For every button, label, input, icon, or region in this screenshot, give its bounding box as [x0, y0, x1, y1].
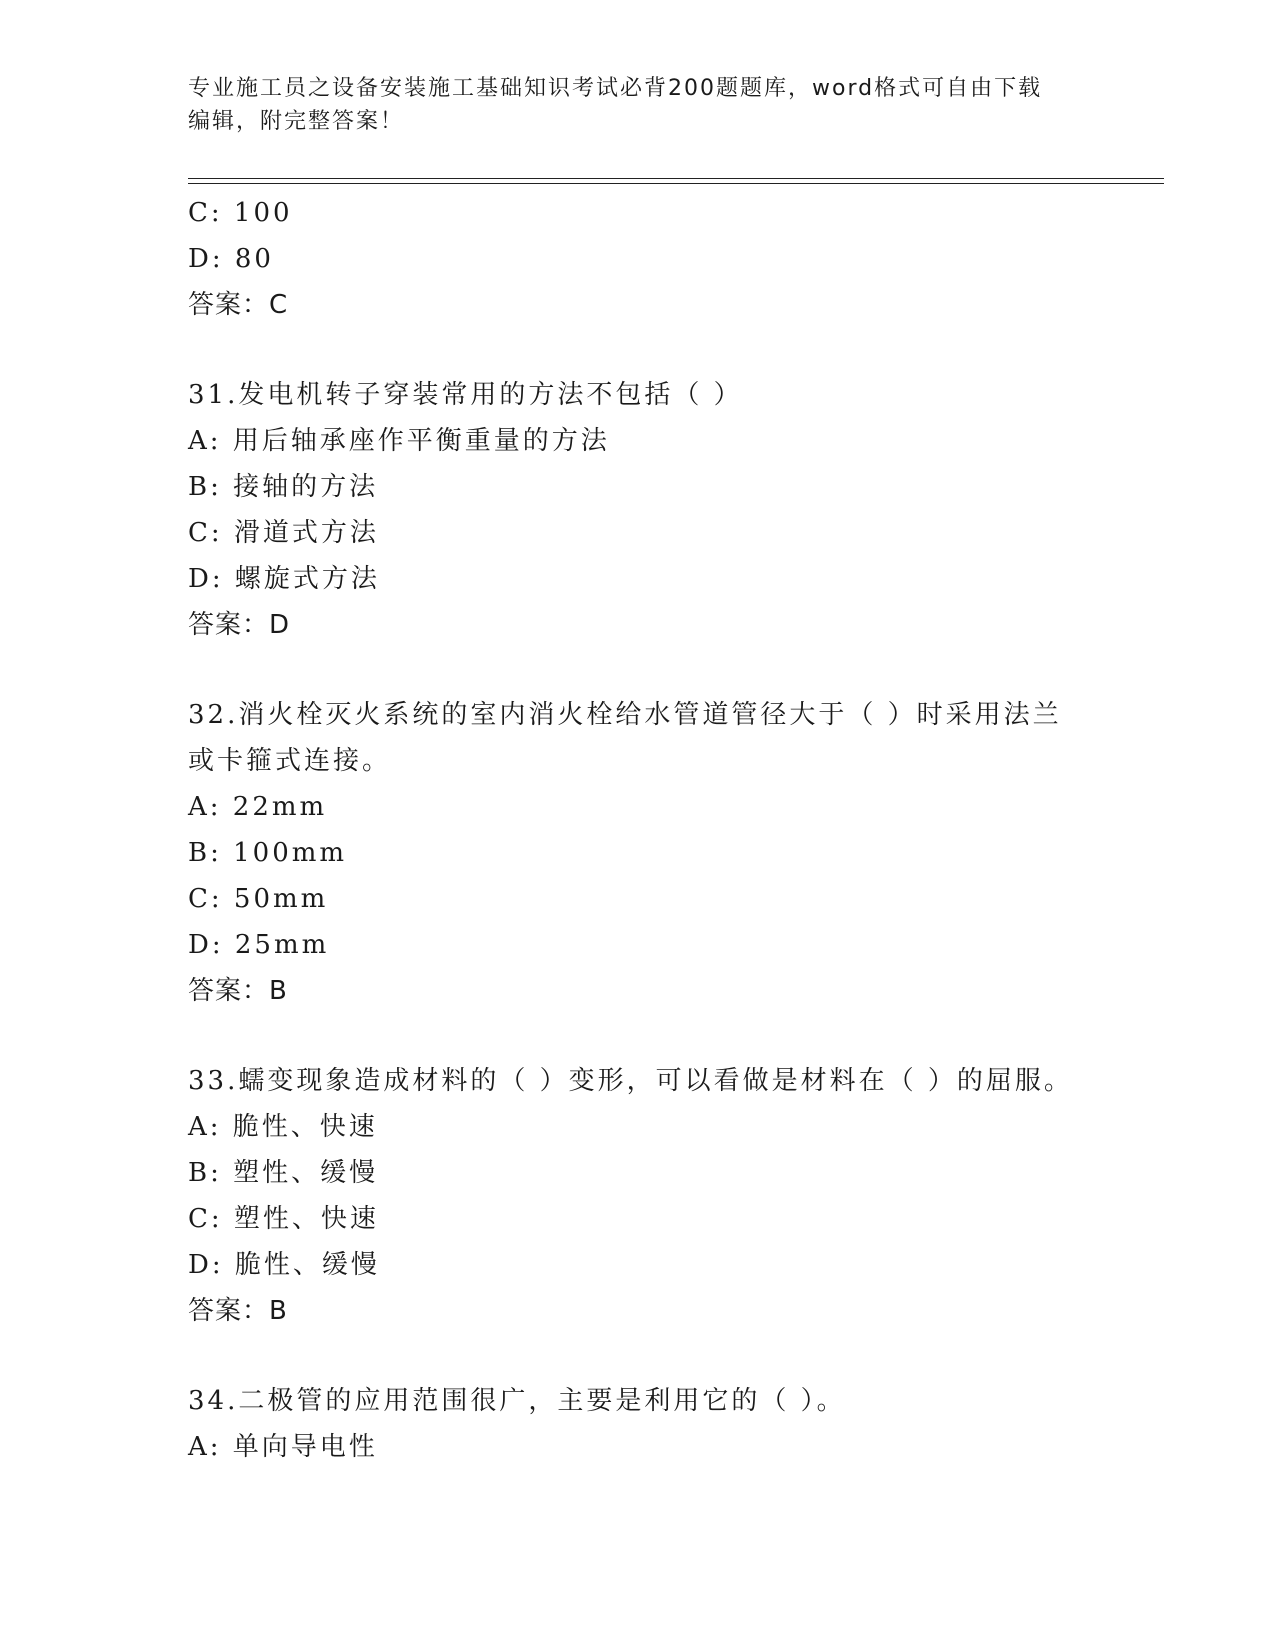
question-33	[188, 1058, 1088, 1334]
question-31	[188, 372, 1088, 648]
option-d: D: 80	[188, 244, 274, 274]
question-list	[188, 190, 1088, 1470]
question-text: 31.发电机转子穿装常用的方法不包括（ ）	[188, 380, 743, 410]
document-header	[188, 72, 1088, 138]
header-rule-top	[188, 178, 1164, 179]
option-a: A: 脆性、快速	[188, 1112, 378, 1142]
option-d: D: 脆性、缓慢	[188, 1250, 380, 1280]
question-text: 34.二极管的应用范围很广，主要是利用它的（ ）。	[188, 1386, 846, 1416]
answer-label: 答案：D	[188, 610, 291, 640]
question-34	[188, 1378, 1088, 1470]
question-text: 33.蠕变现象造成材料的（ ）变形，可以看做是材料在（ ）的屈服。	[188, 1066, 1073, 1096]
spacer	[188, 328, 1088, 372]
option-a: A: 单向导电性	[188, 1432, 378, 1462]
spacer	[188, 1014, 1088, 1058]
option-c: C: 塑性、快速	[188, 1204, 379, 1234]
option-a: A: 用后轴承座作平衡重量的方法	[188, 426, 610, 456]
spacer	[188, 1334, 1088, 1378]
header-line-2: 编辑，附完整答案！	[188, 109, 405, 134]
header-rule-bottom	[188, 183, 1164, 184]
option-c: C: 滑道式方法	[188, 518, 379, 548]
option-c: C: 100	[188, 198, 293, 228]
question-text: 32.消火栓灭火系统的室内消火栓给水管道管径大于（ ）时采用法兰	[188, 700, 1062, 730]
option-c: C: 50mm	[188, 884, 329, 914]
question-text-continued: 或卡箍式连接。	[188, 746, 392, 776]
answer-label: 答案：B	[188, 1296, 288, 1326]
spacer	[188, 648, 1088, 692]
option-d: D: 螺旋式方法	[188, 564, 380, 594]
option-b: B: 接轴的方法	[188, 472, 379, 502]
header-line-1: 专业施工员之设备安装施工基础知识考试必背200题题库，word格式可自由下载	[188, 76, 1043, 101]
option-a: A: 22mm	[188, 792, 328, 822]
continued-question	[188, 190, 1088, 328]
answer-label: 答案：C	[188, 290, 289, 320]
answer-label: 答案：B	[188, 976, 288, 1006]
option-b: B: 塑性、缓慢	[188, 1158, 379, 1188]
option-d: D: 25mm	[188, 930, 330, 960]
option-b: B: 100mm	[188, 838, 348, 868]
question-32	[188, 692, 1088, 1014]
